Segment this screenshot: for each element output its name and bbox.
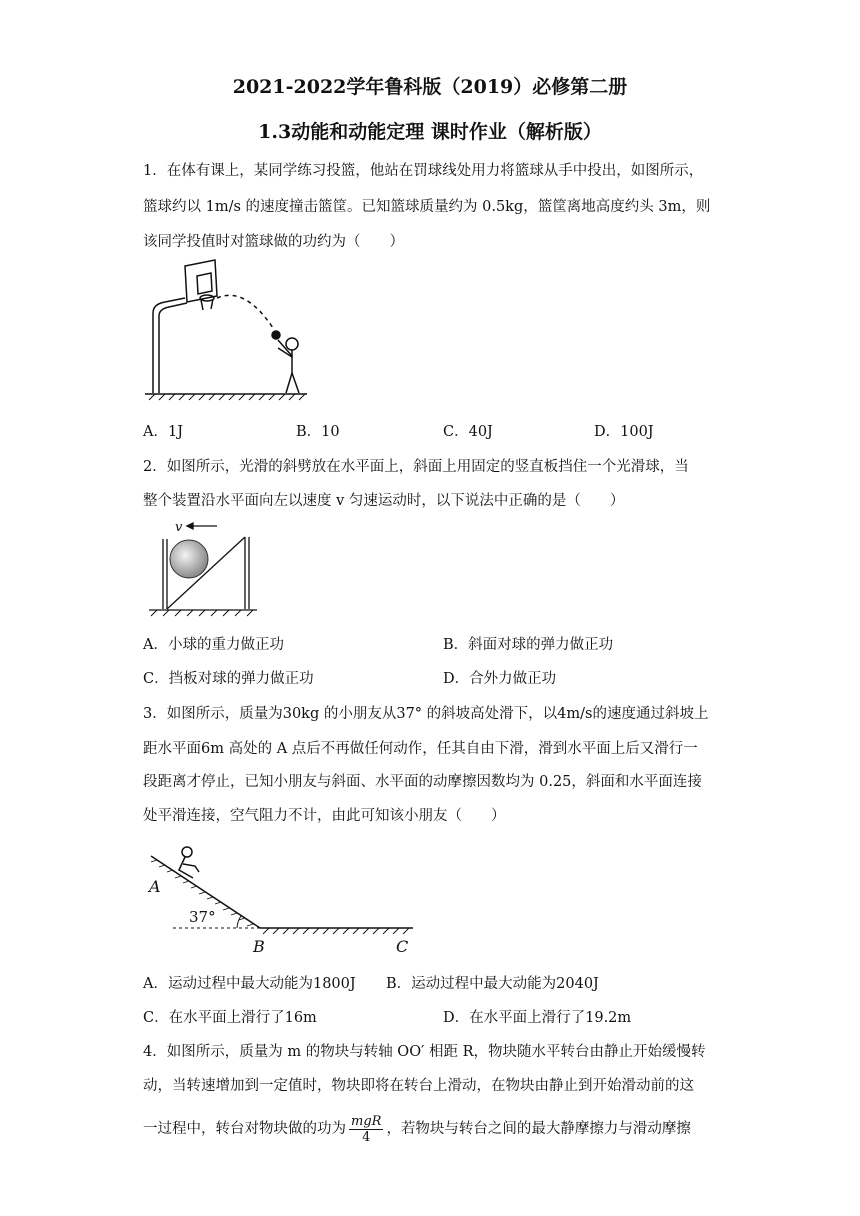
q2-text-line-1: 2．如图所示，光滑的斜劈放在水平面上，斜面上用固定的竖直板挡住一个光滑球，当 bbox=[143, 459, 689, 475]
q1-option-b: B．10 bbox=[296, 424, 340, 440]
q3-text-line-3: 段距离才停止，已知小朋友与斜面、水平面的动摩擦因数均为 0.25，斜面和水平面连接 bbox=[143, 774, 702, 790]
title-line-2: 1.3动能和动能定理 课时作业（解析版） bbox=[258, 121, 602, 143]
q3-option-c: C．在水平面上滑行了16m bbox=[143, 1010, 317, 1026]
q4-text-line-2: 动，当转速增加到一定值时，物块即将在转台上滑动，在物块由静止到开始滑动前的这 bbox=[143, 1078, 694, 1094]
point-a-label: A bbox=[149, 877, 161, 896]
q2-option-a: A．小球的重力做正功 bbox=[143, 637, 284, 653]
basketball-figure bbox=[145, 258, 325, 403]
q1-option-d: D．100J bbox=[594, 424, 654, 440]
work-fraction bbox=[349, 1114, 383, 1145]
title-line-1: 2021-2022学年鲁科版（2019）必修第二册 bbox=[232, 76, 628, 98]
q2-text-line-2: 整个装置沿水平面向左以速度 v 匀速运动时，以下说法中正确的是（ ） bbox=[143, 493, 625, 509]
q3-text-line-4: 处平滑连接，空气阻力不计，由此可知该小朋友（ ） bbox=[143, 808, 506, 824]
q3-option-a: A．运动过程中最大动能为1800J bbox=[143, 976, 356, 992]
velocity-label: v bbox=[175, 520, 183, 535]
point-b-label: B bbox=[253, 937, 265, 956]
q2-option-d: D．合外力做正功 bbox=[443, 671, 557, 687]
q2-option-c: C．挡板对球的弹力做正功 bbox=[143, 671, 314, 687]
q1-text-line-2: 篮球约以 1m/s 的速度撞击篮筐。已知篮球质量约为 0.5kg，篮筐离地高度约头 3m，则 bbox=[143, 199, 711, 215]
q3-option-b: B．运动过程中最大动能为2040J bbox=[386, 976, 599, 992]
q3-option-d: D．在水平面上滑行了19.2m bbox=[443, 1010, 632, 1026]
slope-figure bbox=[145, 842, 420, 960]
incline-ball-figure bbox=[145, 517, 265, 617]
q1-text-line-3: 该同学投值时对篮球做的功约为（ ） bbox=[143, 234, 404, 250]
q1-option-c: C．40J bbox=[443, 424, 493, 440]
q1-text-line-1: 1．在体有课上，某同学练习投篮，他站在罚球线处用力将篮球从手中投出，如图所示， bbox=[143, 163, 704, 179]
q4-text-line-1: 4．如图所示，质量为 m 的物块与转轴 OO′ 相距 R，物块随水平转台由静止开始缓慢转 bbox=[143, 1044, 706, 1060]
q4-line-3-start: 一过程中，转台对物块做的功为 bbox=[143, 1121, 346, 1137]
angle-label: 37° bbox=[189, 908, 216, 926]
fraction-numerator: mgR bbox=[351, 1113, 382, 1129]
fraction-denominator: 4 bbox=[362, 1129, 371, 1145]
point-c-label: C bbox=[396, 937, 409, 956]
q2-option-b: B．斜面对球的弹力做正功 bbox=[443, 637, 614, 653]
q4-line-3-end: ，若物块与转台之间的最大静摩擦力与滑动摩擦 bbox=[386, 1121, 691, 1137]
q1-option-a: A．1J bbox=[143, 424, 184, 440]
q4-text-line-3 bbox=[143, 1111, 723, 1147]
q3-text-line-2: 距水平面6m 高处的 A 点后不再做任何动作，任其自由下滑，滑到水平面上后又滑行一 bbox=[143, 741, 698, 757]
q3-text-line-1: 3．如图所示，质量为30kg 的小朋友从37° 的斜坡高处滑下，以4m/s的速度通过斜坡上 bbox=[143, 706, 709, 722]
